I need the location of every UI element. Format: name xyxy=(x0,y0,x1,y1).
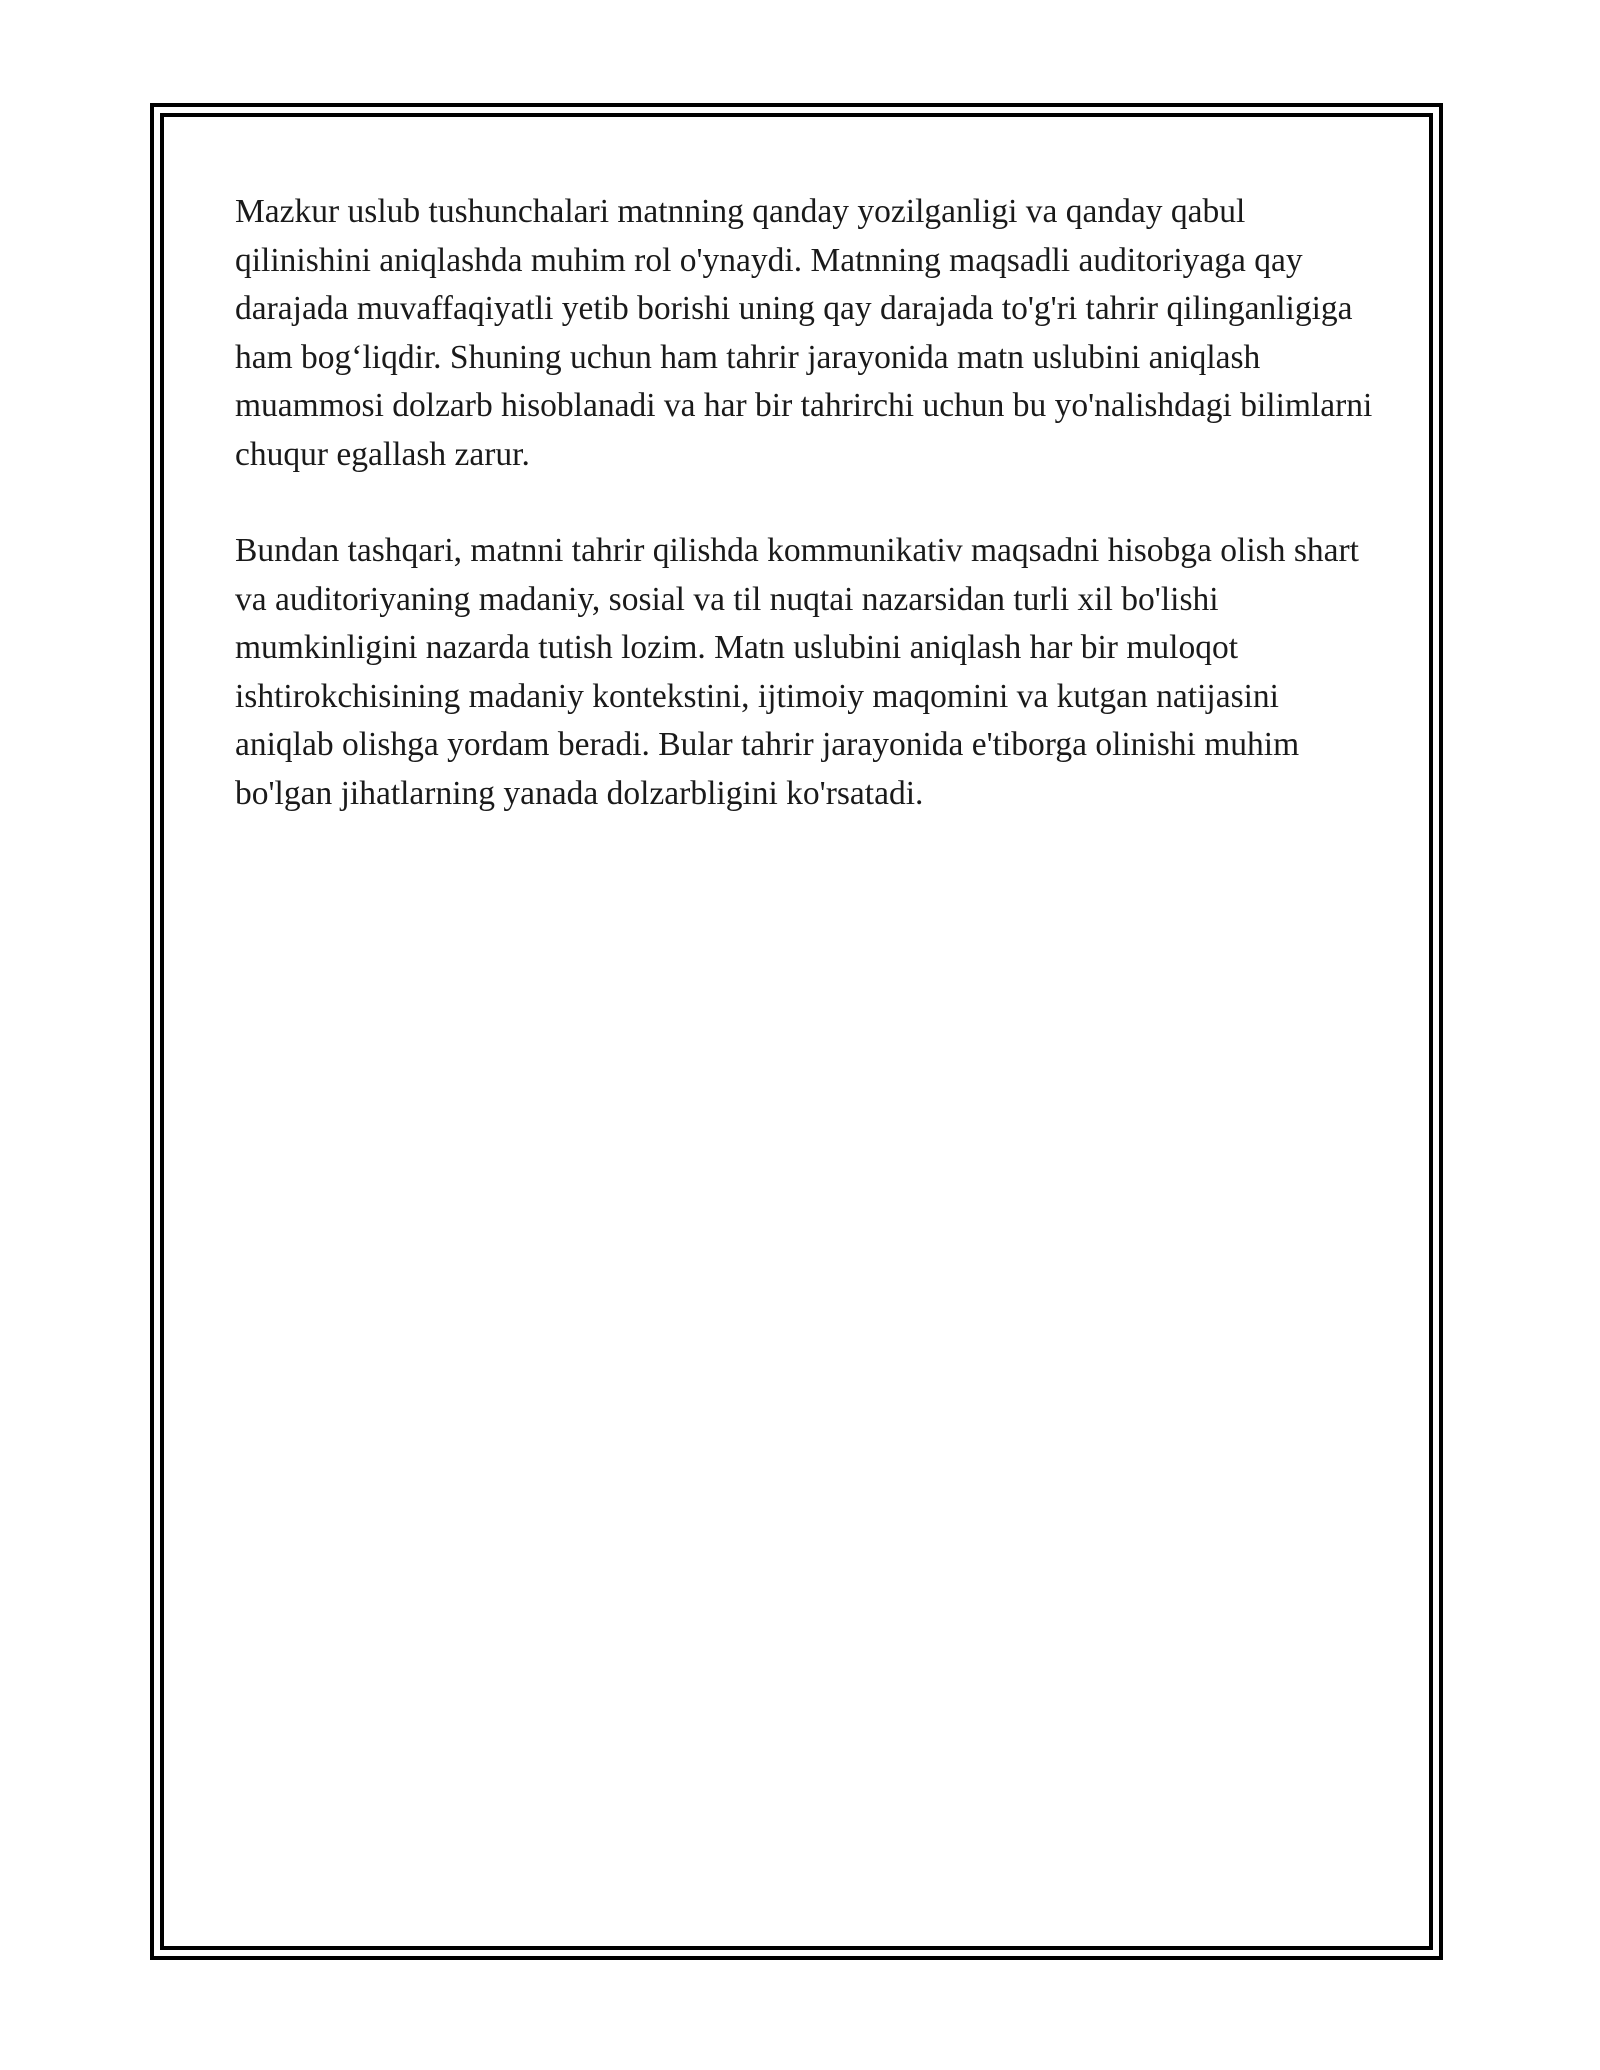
document-body xyxy=(235,188,1375,818)
paragraph-1: Mazkur uslub tushunchalari matnning qanday yozilganligi va qanday qabul qilinishini aniqlashda muhim rol o'ynaydi. Matnning maqsadli auditoriyaga qay darajada muvaffaqiyatli yetib borishi uning qay darajada to'g'ri tahrir qilinganligiga ham bog‘liqdir. Shuning uchun ham tahrir jarayonida matn uslubini aniqlash muammosi dolzarb hisoblanadi va har bir tahrirchi uchun bu yo'nalishdagi bilimlarni chuqur egallash zarur. xyxy=(235,193,1373,473)
paragraph-2: Bundan tashqari, matnni tahrir qilishda kommunikativ maqsadni hisobga olish shart va auditoriyaning madaniy, sosial va til nuqtai nazarsidan turli xil bo'lishi mumkinligini nazarda tutish lozim. Matn uslubini aniqlash har bir muloqot ishtirokchisining madaniy kontekstini, ijtimoiy maqomini va kutgan natijasini aniqlab olishga yordam beradi. Bular tahrir jarayonida e'tiborga olinishi muhim bo'lgan jihatlarning yanada dolzarbligini ko'rsatadi. xyxy=(235,532,1359,812)
